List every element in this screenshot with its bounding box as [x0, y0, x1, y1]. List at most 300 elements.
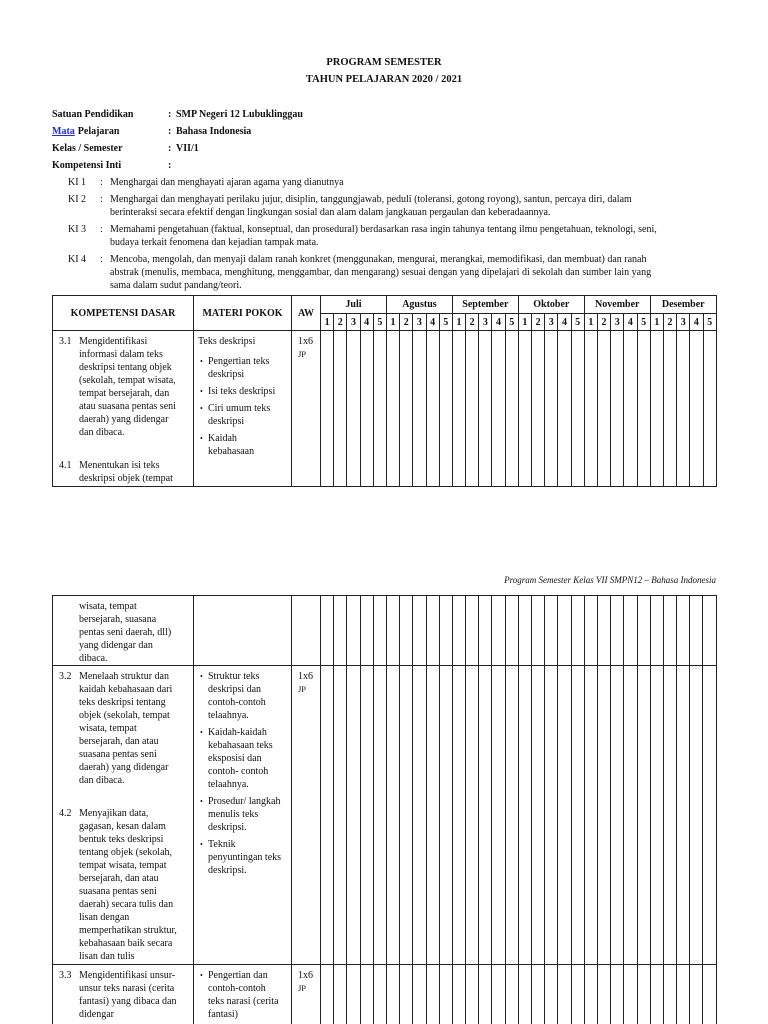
kd-text-line: deskripsi objek (tempat	[79, 473, 173, 484]
week-cell	[452, 331, 465, 487]
week-cell	[360, 331, 373, 487]
week-cell	[703, 965, 716, 1024]
materi-line: kebahasaan teks	[208, 740, 273, 751]
week-cell	[426, 666, 439, 965]
materi-line: telaahnya.	[208, 779, 249, 790]
ki-text	[110, 193, 716, 219]
materi-bullet-item	[198, 432, 289, 458]
week-cell	[597, 331, 610, 487]
alokasi-waktu-cell	[292, 331, 321, 487]
materi-line: teks narasi (cerita	[208, 996, 279, 1007]
kd-text	[79, 459, 191, 485]
week-number-header: 2	[597, 314, 610, 331]
week-cell	[505, 965, 518, 1024]
week-cell	[558, 965, 571, 1024]
aw-value: 1x6	[298, 671, 313, 682]
kd-text-line: Mengidentifikasi unsur-	[79, 970, 176, 981]
ki-code: KI 4	[68, 254, 87, 265]
week-cell	[545, 965, 558, 1024]
week-cell	[584, 596, 597, 666]
kompetensi-dasar-cell	[53, 331, 194, 487]
kompetensi-dasar-cell	[53, 596, 194, 666]
kd-item	[59, 459, 191, 485]
month-header-september: September	[452, 296, 518, 314]
week-cell	[597, 666, 610, 965]
week-number-header: 3	[347, 314, 360, 331]
materi-heading: Teks deskripsi	[198, 336, 256, 347]
week-cell	[532, 596, 545, 666]
week-cell	[452, 596, 465, 666]
materi-pokok-cell	[194, 331, 292, 487]
kd-text-line: lisan dan tulis	[79, 951, 135, 962]
kd-text-line: didengar	[79, 1009, 114, 1020]
aw-value: 1x6	[298, 336, 313, 347]
week-cell	[439, 596, 452, 666]
materi-line: • Teknik	[208, 839, 236, 850]
ki-separator: :	[100, 254, 103, 265]
kompetensi-dasar-cell	[53, 666, 194, 965]
kd-text-line: pentas seni daerah, dll)	[79, 627, 172, 638]
week-cell	[479, 965, 492, 1024]
week-cell	[373, 666, 386, 965]
ki-row	[52, 223, 716, 249]
week-number-header: 4	[492, 314, 505, 331]
week-cell	[360, 596, 373, 666]
ki-text	[110, 223, 716, 249]
materi-pokok-cell	[194, 596, 292, 666]
week-cell	[373, 965, 386, 1024]
kd-item	[59, 969, 191, 1021]
materi-bullet-item	[198, 838, 289, 877]
materi-line: • Isi teks deskripsi	[208, 386, 276, 397]
info-value-school: SMP Negeri 12 Lubuklinggau	[176, 109, 303, 120]
materi-line: contoh-contoh	[208, 983, 266, 994]
week-cell	[439, 965, 452, 1024]
info-separator: :	[168, 109, 172, 120]
kd-text-line: kebahasaan baik secara	[79, 938, 173, 949]
kompetensi-inti-list	[52, 176, 716, 296]
ki-text	[110, 176, 716, 189]
week-cell	[505, 666, 518, 965]
week-cell	[466, 666, 479, 965]
week-cell	[545, 331, 558, 487]
week-cell	[360, 666, 373, 965]
materi-bullet-item	[198, 402, 289, 428]
materi-line: deskripsi.	[208, 822, 247, 833]
week-number-header: 2	[400, 314, 413, 331]
week-number-header: 4	[624, 314, 637, 331]
kd-item	[59, 600, 191, 665]
week-cell	[611, 596, 624, 666]
week-cell	[624, 596, 637, 666]
week-cell	[677, 596, 690, 666]
kd-text-line: unsur teks narasi (cerita	[79, 983, 175, 994]
materi-line: • Pengertian teks	[208, 356, 270, 367]
materi-line: deskripsi	[208, 416, 245, 427]
week-number-header: 1	[321, 314, 334, 331]
week-cell	[663, 965, 676, 1024]
materi-line: telaahnya.	[208, 710, 249, 721]
kompetensi-dasar-cell	[53, 965, 194, 1024]
week-cell	[690, 331, 703, 487]
week-cell	[703, 666, 716, 965]
kd-item	[59, 807, 191, 963]
ki-text-line: Mencoba, mengolah, dan menyaji dalam ranah konkret (menggunakan, mengurai, merangkai, memodifikasi, dan membuat) dan ranah	[110, 254, 647, 265]
info-label-core: Kompetensi Inti	[52, 160, 122, 171]
week-cell	[466, 331, 479, 487]
ki-row	[52, 193, 716, 219]
document-title: PROGRAM SEMESTER	[326, 57, 442, 68]
week-cell	[505, 596, 518, 666]
week-cell	[492, 596, 505, 666]
week-cell	[690, 666, 703, 965]
ki-text-line: sama dalam sudut pandang/teori.	[110, 280, 242, 291]
week-cell	[334, 666, 347, 965]
kd-text-line: gagasan, kesan dalam	[79, 821, 166, 832]
kd-code: 3.2	[59, 671, 72, 682]
week-cell	[650, 666, 663, 965]
week-cell	[703, 596, 716, 666]
week-cell	[400, 965, 413, 1024]
week-number-header: 1	[518, 314, 531, 331]
materi-line: • Ciri umum teks	[208, 403, 271, 414]
week-cell	[584, 331, 597, 487]
materi-bullet-item	[198, 670, 289, 722]
week-cell	[558, 596, 571, 666]
week-cell	[650, 596, 663, 666]
materi-line: contoh- contoh	[208, 766, 269, 777]
week-number-header: 5	[637, 314, 650, 331]
week-cell	[677, 965, 690, 1024]
materi-pokok-cell	[194, 965, 292, 1024]
month-header-row	[53, 296, 717, 314]
month-header-oktober: Oktober	[518, 296, 584, 314]
materi-bullet-list	[198, 969, 289, 1021]
week-cell	[413, 596, 426, 666]
materi-line: menulis teks	[208, 809, 259, 820]
week-cell	[532, 666, 545, 965]
week-cell	[386, 331, 399, 487]
materi-bullet-item	[198, 355, 289, 381]
week-cell	[386, 666, 399, 965]
ki-text	[110, 253, 716, 292]
kd-code: 4.2	[59, 808, 72, 819]
materi-line: • Struktur teks	[208, 671, 260, 682]
materi-bullet-item	[198, 969, 289, 1021]
materi-line: • Prosedur/ langkah	[208, 796, 281, 807]
week-cell	[321, 331, 334, 487]
kd-text	[79, 600, 191, 665]
mata-link[interactable]: Mata	[52, 126, 75, 137]
week-cell	[413, 331, 426, 487]
week-cell	[347, 666, 360, 965]
kd-text-line: dan dibaca.	[79, 775, 125, 786]
kd-text	[79, 670, 191, 787]
ki-text-line: Menghargai dan menghayati ajaran agama yang dianutnya	[110, 177, 344, 188]
table-row	[53, 666, 717, 965]
materi-line: fantasi)	[208, 1009, 238, 1020]
week-number-header: 3	[545, 314, 558, 331]
week-number-header: 2	[334, 314, 347, 331]
table-row	[53, 965, 717, 1024]
week-number-header: 1	[386, 314, 399, 331]
schedule-table-page-1-wrap	[52, 295, 718, 487]
kd-text-line: tempat wisata, tempat	[79, 860, 167, 871]
week-cell	[386, 965, 399, 1024]
table-row	[53, 596, 717, 666]
materi-line: contoh-contoh	[208, 697, 266, 708]
kd-text	[79, 335, 191, 439]
info-value-class: VII/1	[176, 143, 199, 154]
materi-line: deskripsi.	[208, 865, 247, 876]
week-cell	[492, 666, 505, 965]
week-cell	[321, 666, 334, 965]
week-cell	[452, 666, 465, 965]
schedule-table-page-1	[52, 295, 717, 487]
info-row-class	[52, 142, 652, 155]
week-cell	[624, 666, 637, 965]
kd-text-line: dan dibaca.	[79, 427, 125, 438]
info-label-subject	[52, 125, 119, 138]
materi-line: • Kaidah	[208, 433, 237, 444]
ki-code: KI 2	[68, 194, 87, 205]
week-cell	[452, 965, 465, 1024]
week-cell	[690, 965, 703, 1024]
materi-pokok-cell	[194, 666, 292, 965]
week-cell	[492, 965, 505, 1024]
ki-text-line: Memahami pengetahuan (faktual, konseptual, dan prosedural) berdasarkan rasa ingin tahunya tentang ilmu pengetahuan, teknologi, seni,	[110, 224, 657, 235]
week-cell	[558, 666, 571, 965]
kd-text-line: daerah) yang didengar	[79, 762, 169, 773]
week-cell	[624, 965, 637, 1024]
week-number-header: 5	[571, 314, 584, 331]
week-cell	[466, 965, 479, 1024]
week-cell	[479, 331, 492, 487]
info-separator: :	[168, 160, 172, 171]
week-cell	[571, 331, 584, 487]
week-cell	[663, 331, 676, 487]
materi-bullet-list	[198, 355, 289, 458]
week-cell	[400, 596, 413, 666]
ki-text-line: berinteraksi secara efektif dengan lingkungan sosial dan alam dalam jangkauan pergaulan dan keberadaannya.	[110, 207, 551, 218]
week-cell	[347, 331, 360, 487]
week-cell	[611, 331, 624, 487]
week-number-header: 2	[663, 314, 676, 331]
week-cell	[439, 666, 452, 965]
materi-line: penyuntingan teks	[208, 852, 282, 863]
kd-text-line: suasana pentas seni	[79, 886, 157, 897]
materi-line: eksposisi dan	[208, 753, 262, 764]
kd-text-line: deskripsi tentang objek	[79, 362, 172, 373]
week-cell	[321, 596, 334, 666]
kd-text-line: bentuk teks deskripsi	[79, 834, 164, 845]
week-cell	[505, 331, 518, 487]
week-cell	[571, 666, 584, 965]
kd-text-line: Menentukan isi teks	[79, 460, 160, 471]
week-number-header: 2	[466, 314, 479, 331]
kd-text-line: kaidah kebahasaan dari	[79, 684, 173, 695]
week-cell	[347, 965, 360, 1024]
info-value-subject: Bahasa Indonesia	[176, 126, 252, 137]
kd-text-line: Menyajikan data,	[79, 808, 149, 819]
week-number-header: 3	[677, 314, 690, 331]
ki-code: KI 1	[68, 177, 87, 188]
aw-unit: JP	[298, 684, 307, 694]
week-cell	[479, 666, 492, 965]
week-cell	[334, 965, 347, 1024]
aw-unit: JP	[298, 983, 307, 993]
week-cell	[650, 965, 663, 1024]
week-cell	[624, 331, 637, 487]
week-number-header: 5	[439, 314, 452, 331]
week-cell	[611, 965, 624, 1024]
week-cell	[584, 666, 597, 965]
kd-code: 4.1	[59, 460, 72, 471]
kd-text-line: wisata, tempat	[79, 723, 137, 734]
week-cell	[677, 666, 690, 965]
materi-bullet-list	[198, 670, 289, 877]
week-cell	[439, 331, 452, 487]
week-cell	[360, 965, 373, 1024]
ki-row	[52, 176, 716, 189]
kd-text-line: informasi dalam teks	[79, 349, 163, 360]
week-cell	[571, 965, 584, 1024]
week-cell	[426, 331, 439, 487]
week-cell	[677, 331, 690, 487]
info-separator: :	[168, 126, 172, 137]
schedule-table-page-2	[52, 595, 717, 1024]
week-cell	[400, 331, 413, 487]
week-number-header: 4	[690, 314, 703, 331]
ki-separator: :	[100, 224, 103, 235]
ki-text-line: abstrak (menulis, membaca, menghitung, menggambar, dan mengarang) sesuai dengan yang dipelajari di sekolah dan sumber lain yang	[110, 267, 652, 278]
materi-bullet-item	[198, 726, 289, 791]
week-number-header: 4	[558, 314, 571, 331]
week-cell	[584, 965, 597, 1024]
week-cell	[518, 331, 531, 487]
week-cell	[466, 596, 479, 666]
header-materi-pokok: MATERI POKOK	[194, 296, 292, 331]
month-header-juli: Juli	[321, 296, 387, 314]
week-cell	[321, 965, 334, 1024]
kd-text-line: teks deskripsi tentang	[79, 697, 166, 708]
alokasi-waktu-cell	[292, 666, 321, 965]
aw-unit: JP	[298, 349, 307, 359]
week-cell	[426, 965, 439, 1024]
week-number-header: 1	[584, 314, 597, 331]
materi-line: deskripsi	[208, 369, 245, 380]
week-cell	[532, 965, 545, 1024]
week-cell	[637, 666, 650, 965]
week-cell	[426, 596, 439, 666]
week-number-header: 1	[650, 314, 663, 331]
week-cell	[518, 596, 531, 666]
kd-text-line: Menelaah struktur dan	[79, 671, 169, 682]
kd-text-line: lisan dengan	[79, 912, 130, 923]
info-separator: :	[168, 143, 172, 154]
month-header-agustus: Agustus	[386, 296, 452, 314]
week-number-header: 5	[703, 314, 716, 331]
ki-code: KI 3	[68, 224, 87, 235]
week-cell	[518, 965, 531, 1024]
week-cell	[334, 331, 347, 487]
month-header-november: November	[584, 296, 650, 314]
alokasi-waktu-cell	[292, 596, 321, 666]
kd-text-line: (sekolah, tempat wisata,	[79, 375, 176, 386]
kd-text	[79, 807, 191, 963]
kd-item	[59, 335, 191, 439]
header-kompetensi-dasar: KOMPETENSI DASAR	[53, 296, 194, 331]
materi-line: deskripsi dan	[208, 684, 262, 695]
materi-bullet-item	[198, 795, 289, 834]
week-cell	[663, 596, 676, 666]
week-number-header: 3	[479, 314, 492, 331]
aw-value: 1x6	[298, 970, 313, 981]
ki-text-line: Menghargai dan menghayati perilaku jujur, disiplin, tanggungjawab, peduli (toleransi, gotong royong), santun, percaya diri, dalam	[110, 194, 632, 205]
document-subtitle: TAHUN PELAJARAN 2020 / 2021	[305, 74, 463, 85]
week-cell	[690, 596, 703, 666]
kd-text-line: bersejarah, dan atau	[79, 736, 159, 747]
week-cell	[637, 596, 650, 666]
page-footer: Program Semester Kelas VII SMPN12 – Bahasa Indonesia	[504, 575, 716, 585]
week-cell	[571, 596, 584, 666]
kd-text-line: wisata, tempat	[79, 601, 137, 612]
week-cell	[545, 666, 558, 965]
ki-row	[52, 253, 716, 292]
kd-text-line: memperhatikan struktur,	[79, 925, 177, 936]
week-cell	[558, 331, 571, 487]
kd-text-line: yang didengar dan	[79, 640, 153, 651]
week-cell	[518, 666, 531, 965]
kd-text-line: suasana pentas seni	[79, 749, 157, 760]
week-number-header: 4	[426, 314, 439, 331]
info-label-class: Kelas / Semester	[52, 143, 123, 154]
schedule-table-page-2-wrap	[52, 595, 718, 1024]
info-row-core	[52, 159, 652, 172]
week-cell	[703, 331, 716, 487]
week-cell	[597, 965, 610, 1024]
week-cell	[386, 596, 399, 666]
week-cell	[545, 596, 558, 666]
week-cell	[400, 666, 413, 965]
kd-text	[79, 969, 191, 1021]
kd-code: 3.3	[59, 970, 72, 981]
week-cell	[663, 666, 676, 965]
alokasi-waktu-cell	[292, 965, 321, 1024]
kd-text-line: bersejarah, dan atau	[79, 873, 159, 884]
week-number-header: 5	[373, 314, 386, 331]
week-number-header: 2	[532, 314, 545, 331]
kd-text-line: daerah) secara tulis dan	[79, 899, 174, 910]
info-row-school	[52, 108, 652, 121]
materi-line: kebahasaan	[208, 446, 255, 457]
kd-text-line: daerah) yang didengar	[79, 414, 169, 425]
kd-text-line: dibaca.	[79, 653, 108, 664]
week-cell	[334, 596, 347, 666]
week-cell	[637, 331, 650, 487]
ki-text-line: budaya terkait fenomena dan kejadian tampak mata.	[110, 237, 319, 248]
week-cell	[373, 596, 386, 666]
kd-text-line: tentang objek (sekolah,	[79, 847, 173, 858]
kd-text-line: bersejarah, suasana	[79, 614, 157, 625]
kd-text-line: atau suasana pentas seni	[79, 401, 176, 412]
kd-text-line: Mengidentifikasi	[79, 336, 148, 347]
week-cell	[650, 331, 663, 487]
week-cell	[532, 331, 545, 487]
week-number-header: 3	[413, 314, 426, 331]
ki-separator: :	[100, 194, 103, 205]
info-label-school: Satuan Pendidikan	[52, 109, 134, 120]
